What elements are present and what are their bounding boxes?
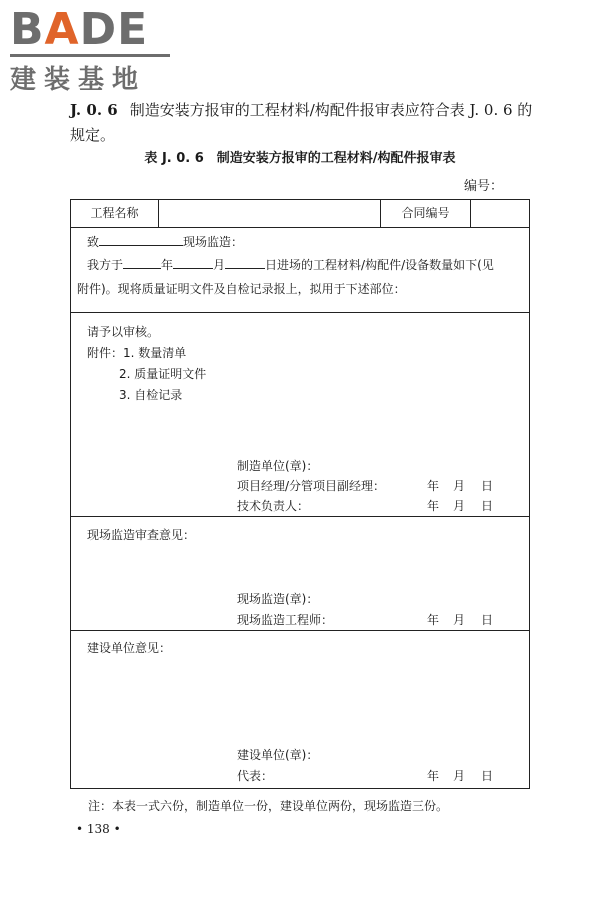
logo-letter-b: B bbox=[10, 4, 45, 55]
pm-date-day: 日 bbox=[481, 479, 494, 493]
owner-date-month: 月 bbox=[453, 769, 466, 783]
review-request-text: 请予以审核。 bbox=[87, 325, 160, 339]
bade-logo bbox=[10, 6, 180, 96]
material-report-form bbox=[70, 199, 530, 789]
logo-letter-a: A bbox=[44, 4, 80, 55]
arrival-date-line bbox=[87, 256, 494, 273]
supervision-opinion-label: 现场监造审查意见： bbox=[87, 528, 196, 542]
attachment-item: 2. 质量证明文件 bbox=[119, 367, 207, 381]
declaration-section bbox=[71, 227, 529, 313]
supervision-section bbox=[71, 517, 529, 631]
supervision-date-year: 年 bbox=[427, 613, 440, 627]
addressee-suffix: 现场监造： bbox=[183, 235, 244, 249]
form-header-row bbox=[71, 200, 529, 228]
arrival-prefix: 我方于 bbox=[87, 258, 124, 272]
attachment-line-1 bbox=[87, 344, 186, 361]
clause-text: 制造安装方报审的工程材料/构配件报审表应符合表 J. 0. 6 的规定。 bbox=[70, 101, 533, 144]
tech-lead-label: 技术负责人： bbox=[237, 499, 310, 513]
project-name-value bbox=[159, 200, 381, 227]
tech-date-day: 日 bbox=[481, 499, 494, 513]
project-manager-label: 项目经理/分管项目副经理： bbox=[237, 479, 386, 493]
table-caption: 表 J. 0. 6 制造安装方报审的工程材料/构配件报审表 bbox=[144, 151, 456, 166]
supervision-date-month: 月 bbox=[453, 613, 466, 627]
addressee-blank bbox=[99, 233, 183, 246]
addressee-prefix: 致 bbox=[87, 235, 100, 249]
pm-date-month: 月 bbox=[453, 479, 466, 493]
tech-date-month: 月 bbox=[453, 499, 466, 513]
serial-number-label: 编号： bbox=[464, 179, 504, 194]
table-footnote: 注：本表一式六份，制造单位一份，建设单位两份，现场监造三份。 bbox=[88, 799, 449, 813]
usage-line: 附件)。现将质量证明文件及自检记录报上，拟用于下述部位： bbox=[77, 282, 406, 296]
maker-unit-label: 制造单位(章)： bbox=[237, 459, 319, 473]
day-blank bbox=[225, 256, 265, 269]
addressee-line bbox=[87, 233, 243, 250]
logo-wordmark bbox=[10, 6, 180, 54]
logo-subtitle: 建装基地 bbox=[10, 65, 147, 95]
contract-no-value bbox=[471, 200, 529, 227]
arrival-suffix: 日进场的工程材料/构配件/设备数量如下(见 bbox=[265, 258, 494, 272]
owner-date-day: 日 bbox=[481, 769, 494, 783]
owner-opinion-label: 建设单位意见： bbox=[87, 641, 172, 655]
arrival-year-label: 年 bbox=[161, 258, 174, 272]
project-name-label: 工程名称 bbox=[71, 200, 159, 227]
supervision-engineer-label: 现场监造工程师： bbox=[237, 613, 334, 627]
logo-letters-de: DE bbox=[79, 4, 149, 55]
clause-paragraph bbox=[70, 98, 540, 148]
owner-unit-label: 建设单位(章)： bbox=[237, 748, 319, 762]
representative-label: 代表： bbox=[237, 769, 274, 783]
owner-section bbox=[71, 631, 529, 788]
tech-date-year: 年 bbox=[427, 499, 440, 513]
attachments-label: 附件： bbox=[87, 346, 124, 360]
year-blank bbox=[123, 256, 161, 269]
owner-date-year: 年 bbox=[427, 769, 440, 783]
month-blank bbox=[173, 256, 213, 269]
contract-no-label: 合同编号 bbox=[381, 200, 471, 227]
supervision-date-day: 日 bbox=[481, 613, 494, 627]
pm-date-year: 年 bbox=[427, 479, 440, 493]
clause-number: J. 0. 6 bbox=[70, 101, 118, 119]
attachment-item: 3. 自检记录 bbox=[119, 388, 183, 402]
attachment-item: 1. 数量清单 bbox=[123, 346, 187, 360]
page-number: • 138 • bbox=[76, 822, 121, 836]
arrival-month-label: 月 bbox=[213, 258, 226, 272]
attachments-section bbox=[71, 313, 529, 517]
supervision-unit-label: 现场监造(章)： bbox=[237, 592, 319, 606]
